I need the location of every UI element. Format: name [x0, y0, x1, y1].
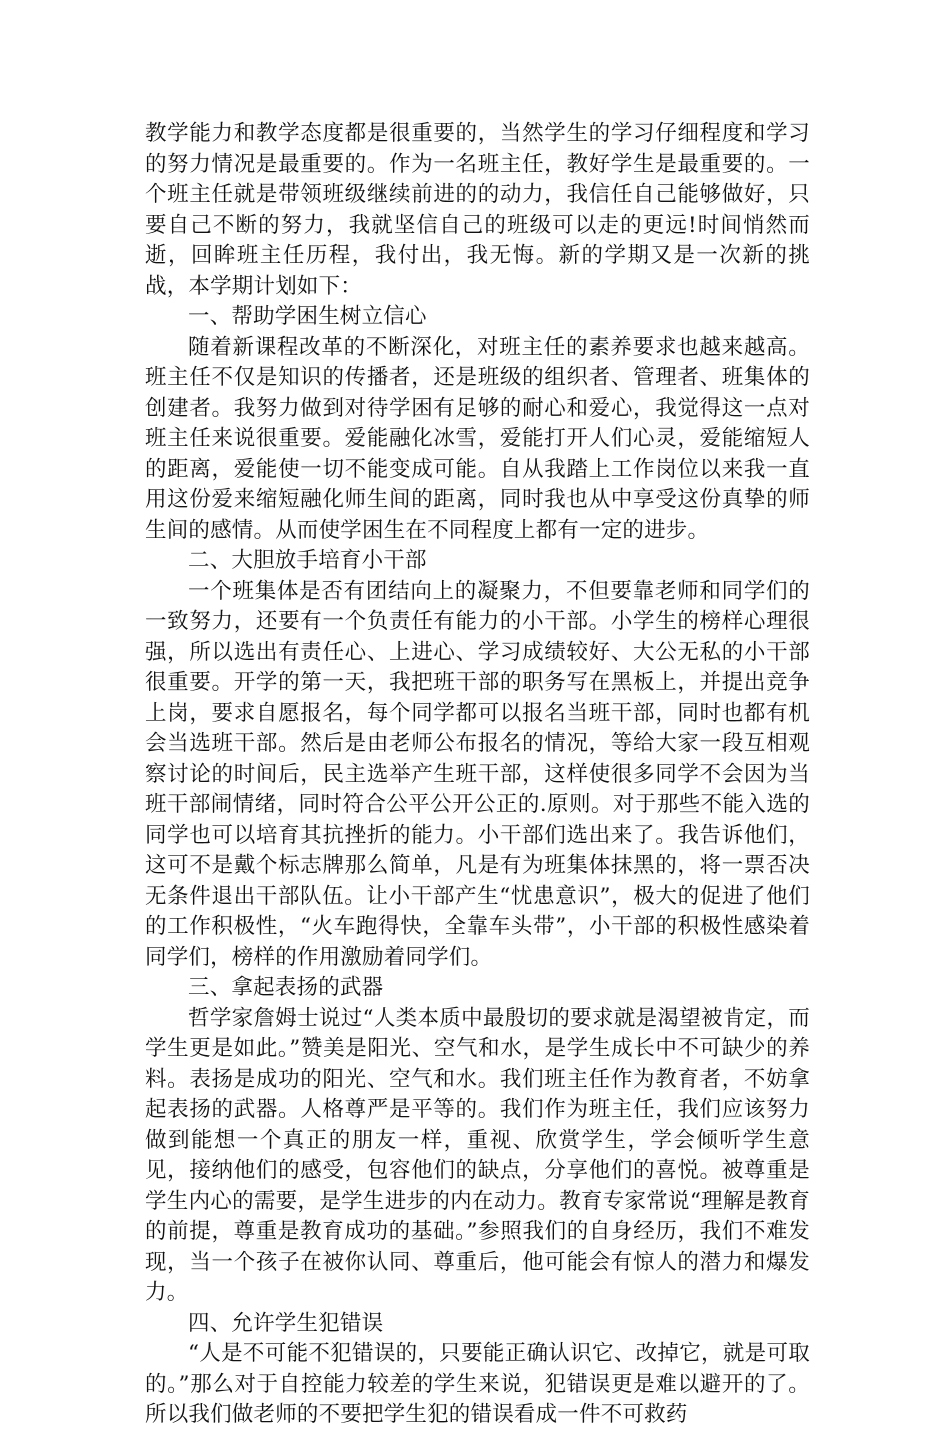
section-heading-2: 二、大胆放手培育小干部 — [188, 548, 427, 573]
document-body — [145, 119, 810, 1431]
section-body-3: 哲学家詹姆士说过“人类本质中最殷切的要求就是渴望被肯定，而学生更是如此。”赞美是阳光、空气和水，是学生成长中不可缺少的养料。表扬是成功的阳光、空气和水。我们班主任作为教育者，不妨拿起表扬的武器。人格尊严是平等的。我们作为班主任，我们应该努力做到能想一个真正的朋友一样，重视、欣赏学生，学会倾听学生意见，接纳他们的感受，包容他们的缺点，分享他们的喜悦。被尊重是学生内心的需要，是学生进步的内在动力。教育专家常说“理解是教育的前提，尊重是教育成功的基础。”参照我们的自身经历，我们不难发现，当一个孩子在被你认同、尊重后，他可能会有惊人的潜力和爆发力。 — [145, 1005, 810, 1305]
section-body-4: “人是不可能不犯错误的，只要能正确认识它、改掉它，就是可取的。”那么对于自控能力较差的学生来说，犯错误更是难以避开的了。所以我们做老师的不要把学生犯的错误看成一件不可救药 — [145, 1341, 810, 1427]
section-body-1: 随着新课程改革的不断深化，对班主任的素养要求也越来越高。班主任不仅是知识的传播者，还是班级的组织者、管理者、班集体的创建者。我努力做到对待学困有足够的耐心和爱心，我觉得这一点对班主任来说很重要。爱能融化冰雪，爱能打开人们心灵，爱能缩短人的距离，爱能使一切不能变成可能。自从我踏上工作岗位以来我一直用这份爱来缩短融化师生间的距离，同时我也从中享受这份真挚的师生间的感情。从而使学困生在不同程度上都有一定的进步。 — [145, 334, 810, 543]
section-heading-4: 四、允许学生犯错误 — [188, 1310, 384, 1336]
section-heading-1: 一、帮助学困生树立信心 — [188, 304, 427, 329]
section-body-2: 一个班集体是否有团结向上的凝聚力，不但要靠老师和同学们的一致努力，还要有一个负责任有能力的小干部。小学生的榜样心理很强，所以选出有责任心、上进心、学习成绩较好、大公无私的小干部很重要。开学的第一天，我把班干部的职务写在黑板上，并提出竞争上岗，要求自愿报名，每个同学都可以报名当班干部，同时也都有机会当选班干部。然后是由老师公布报名的情况，等给大家一段互相观察讨论的时间后，民主选举产生班干部，这样使很多同学不会因为当班干部闹情绪，同时符合公平公开公正的.原则。对于那些不能入选的同学也可以培育其抗挫折的能力。小干部们选出来了。我告诉他们，这可不是戴个标志牌那么简单，凡是有为班集体抹黑的，将一票否决无条件退出干部队伍。让小干部产生“忧患意识”，极大的促进了他们的工作积极性，“火车跑得快，全靠车头带”，小干部的积极性感染着同学们，榜样的作用激励着同学们。 — [145, 578, 810, 970]
section-heading-3: 三、拿起表扬的武器 — [188, 975, 384, 1000]
intro-paragraph: 教学能力和教学态度都是很重要的，当然学生的学习仔细程度和学习的努力情况是最重要的。作为一名班主任，教好学生是最重要的。一个班主任就是带领班级继续前进的的动力，我信任自己能够做好，只要自己不断的努力，我就坚信自己的班级可以走的更远!时间悄然而逝，回眸班主任历程，我付出，我无悔。新的学期又是一次新的挑战，本学期计划如下： — [145, 121, 810, 299]
